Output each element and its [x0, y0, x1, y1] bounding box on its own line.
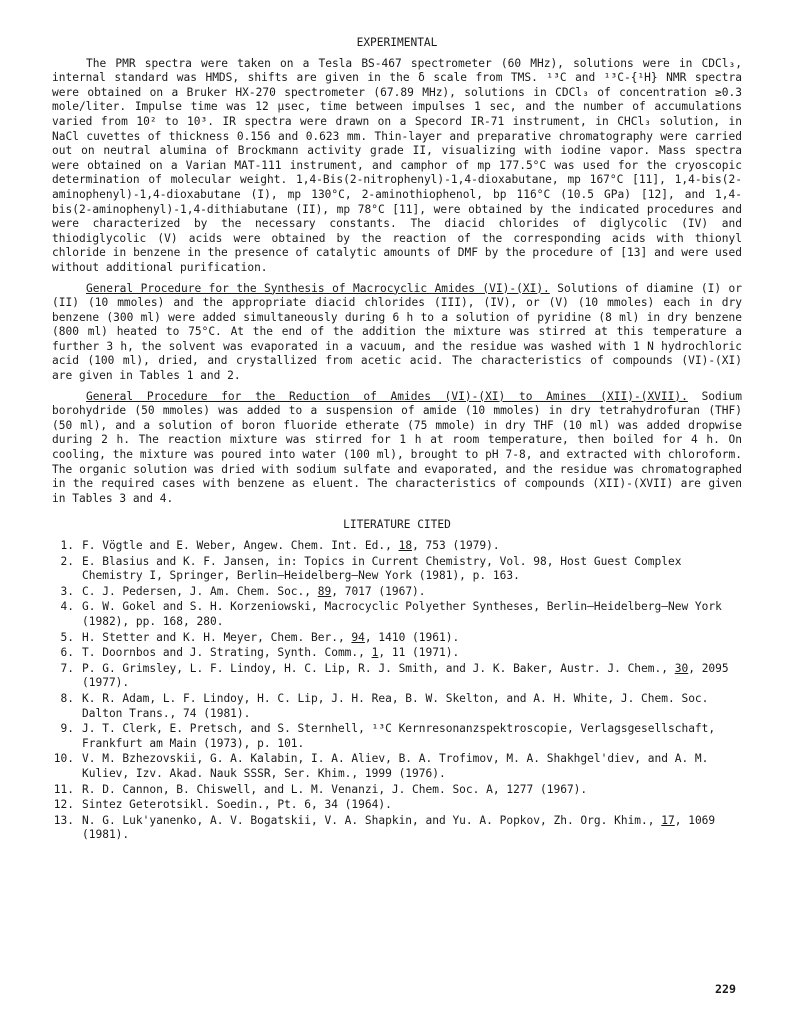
- reduction-procedure-heading: General Procedure for the Reduction of Amides (VI)-(XI) to Amines (XII)-(XVII).: [86, 389, 688, 403]
- reference-text: G. W. Gokel and S. H. Korzeniowski, Macrocyclic Polyether Syntheses, Berlin–Heidelberg–New York (1982), pp. 168, 280.: [82, 600, 722, 628]
- experimental-paragraph-1: The PMR spectra were taken on a Tesla BS-467 spectrometer (60 MHz), solutions were in CDCl₃, internal standard was HMDS, shifts are given in the δ scale from TMS. ¹³C and ¹³C-{¹H} NMR spectra were obtained on a Bruker HX-270 spectrometer (67.89 MHz), solutions in CDCl₃ of concentration ≥0.3 mole/liter. Impulse time was 12 μsec, time between impulses 1 sec, and the number of accumulations varied from 10² to 10³. IR spectra were drawn on a Specord IR-71 instrument, in CHCl₃ solution, in NaCl cuvettes of thickness 0.156 and 0.623 mm. Thin-layer and preparative chromatography were carried out on neutral alumina of Brockmann activity grade II, visualizing with iodine vapor. Mass spectra were obtained on a Varian MAT-111 instrument, and camphor of mp 177.5°C was used for the cryoscopic determination of molecular weight. 1,4-Bis(2-nitrophenyl)-1,4-dioxabutane, mp 167°C [11], 1,4-bis(2-aminophenyl)-1,4-dioxabutane (I), mp 130°C, 2-aminothiophenol, bp 116°C (10.5 GPa) [12], and 1,4-bis(2-aminophenyl)-1,4-dithiabutane (II), mp 78°C [11], were obtained by the indicated procedures and were characterized by the necessary constants. The diacid chlorides of diglycolic (IV) and thiodiglycolic (V) acids were obtained by the reaction of the corresponding acids with thionyl chloride in benzene in the presence of catalytic amounts of DMF by the procedure of [13] and were used without additional purification.: [52, 56, 742, 274]
- page-content: [52, 36, 742, 844]
- literature-cited-title: LITERATURE CITED: [343, 518, 451, 532]
- experimental-title: EXPERIMENTAL: [356, 36, 438, 49]
- reference-item: [52, 722, 742, 751]
- reference-text-end: , 1410 (1961).: [364, 630, 460, 644]
- reference-item: [52, 692, 742, 721]
- reference-volume: 1: [371, 646, 379, 660]
- reduction-procedure-paragraph: [52, 390, 742, 507]
- reference-text: T. Doornbos and J. Strating, Synth. Comm.,: [82, 646, 372, 660]
- reference-text: K. R. Adam, L. F. Lindoy, H. C. Lip, J. H. Rea, B. W. Skelton, and A. H. White, J. Chem. Soc. Dalton Trans., 74 (1981).: [82, 691, 709, 720]
- reference-text: J. T. Clerk, E. Pretsch, and S. Sternhell, ¹³C Kernresonanzspektroscopie, Verlagsgesellschaft, Frankfurt am Main (1973), p. 101.: [82, 722, 716, 750]
- reference-item: [52, 814, 742, 843]
- page-number: 229: [715, 982, 736, 996]
- reference-number: 7.: [60, 661, 74, 675]
- reference-text: V. M. Bzhezovskii, G. A. Kalabin, I. A. Aliev, B. A. Trofimov, M. A. Shakhgel'diev, and A. M. Kuliev, Izv. Akad. Nauk SSSR, Ser. Khim., 1999 (1976).: [82, 752, 709, 780]
- reference-number: 12.: [53, 798, 74, 812]
- reference-text-end: , 753 (1979).: [412, 539, 500, 552]
- reference-item: [52, 539, 742, 554]
- reduction-procedure-body: Sodium borohydride (50 mmoles) was added to a suspension of amide (10 mmoles) in dry tetrahydrofuran (THF) (50 ml), and a solution of boron fluoride etherate (75 mmole) in dry THF (10 ml) was added dropwise during 2 h. The reaction mixture was stirred for 1 h at room temperature, then boiled for 4 h. On cooling, the mixture was poured into water (100 ml), brought to pH 7-8, and extracted with chloroform. The organic solution was dried with sodium sulfate and evaporated, and the residue was chromatographed in the required cases with benzene as eluent. The characteristics of compounds (XII)-(XVII) are given in Tables 3 and 4.: [52, 389, 742, 505]
- reference-number: 11.: [53, 782, 74, 796]
- reference-item: [52, 555, 742, 584]
- reference-text-end: , 1069 (1981).: [82, 813, 716, 842]
- reference-text-end: , 7017 (1967).: [331, 584, 426, 598]
- reference-text: N. G. Luk'yanenko, A. V. Bogatskii, V. A. Shapkin, and Yu. A. Popkov, Zh. Org. Khim.,: [82, 813, 662, 827]
- reference-item: [52, 783, 742, 798]
- reference-number: 10.: [53, 752, 74, 766]
- synthesis-procedure-heading: General Procedure for the Synthesis of Macrocyclic Amides (VI)-(XI).: [86, 281, 550, 295]
- reference-item: [52, 600, 742, 629]
- reference-number: 1.: [60, 539, 74, 552]
- reference-number: 4.: [60, 600, 74, 614]
- reference-text: F. Vögtle and E. Weber, Angew. Chem. Int. Ed.,: [82, 539, 399, 552]
- reference-number: 9.: [60, 722, 74, 736]
- reference-number: 2.: [60, 554, 74, 568]
- reference-volume: 30: [674, 661, 689, 675]
- reference-item: [52, 798, 742, 813]
- reference-number: 13.: [53, 813, 74, 827]
- reference-number: 5.: [60, 630, 74, 644]
- reference-volume: 17: [661, 813, 675, 827]
- reference-text-end: , 11 (1971).: [378, 646, 460, 660]
- reference-item: [52, 752, 742, 781]
- reference-number: 3.: [60, 584, 74, 598]
- reference-list: [52, 539, 742, 843]
- reference-text: C. J. Pedersen, J. Am. Chem. Soc.,: [82, 584, 318, 598]
- reference-text-end: , 2095 (1977).: [82, 661, 729, 690]
- reference-volume: 89: [317, 584, 332, 598]
- reference-item: [52, 631, 742, 646]
- reference-number: 8.: [60, 691, 74, 705]
- reference-item: [52, 585, 742, 600]
- reference-number: 6.: [60, 646, 74, 660]
- synthesis-procedure-paragraph: [52, 282, 742, 384]
- reference-volume: 18: [398, 539, 413, 552]
- reference-text: R. D. Cannon, B. Chiswell, and L. M. Venanzi, J. Chem. Soc. A, 1277 (1967).: [82, 782, 588, 796]
- reference-text: H. Stetter and K. H. Meyer, Chem. Ber.,: [82, 630, 352, 644]
- reference-text: Sintez Geterotsikl. Soedin., Pt. 6, 34 (1964).: [82, 798, 392, 812]
- reference-item: [52, 662, 742, 691]
- reference-item: [52, 646, 742, 661]
- reference-volume: 94: [351, 630, 365, 644]
- reference-text: P. G. Grimsley, L. F. Lindoy, H. C. Lip, R. J. Smith, and J. K. Baker, Austr. J. Chem.,: [82, 661, 675, 675]
- synthesis-procedure-body: Solutions of diamine (I) or (II) (10 mmoles) and the appropriate diacid chlorides (III), (IV), or (V) (10 mmoles) each in dry benzene (300 ml) were added simultaneously during 6 h to a solution of pyridine (8 ml) in dry benzene (800 ml) heated to 75°C. At the end of the addition the mixture was stirred at this temperature a further 3 h, the solvent was evaporated in a vacuum, and the residue was washed with 1 N hydrochloric acid (100 ml), dried, and crystallized from acetic acid. The characteristics of compounds (VI)-(XI) are given in Tables 1 and 2.: [52, 281, 743, 383]
- reference-text: E. Blasius and K. F. Jansen, in: Topics in Current Chemistry, Vol. 98, Host Guest Complex Chemistry I, Springer, Berlin–Heidelberg–New York (1981), p. 163.: [82, 554, 682, 583]
